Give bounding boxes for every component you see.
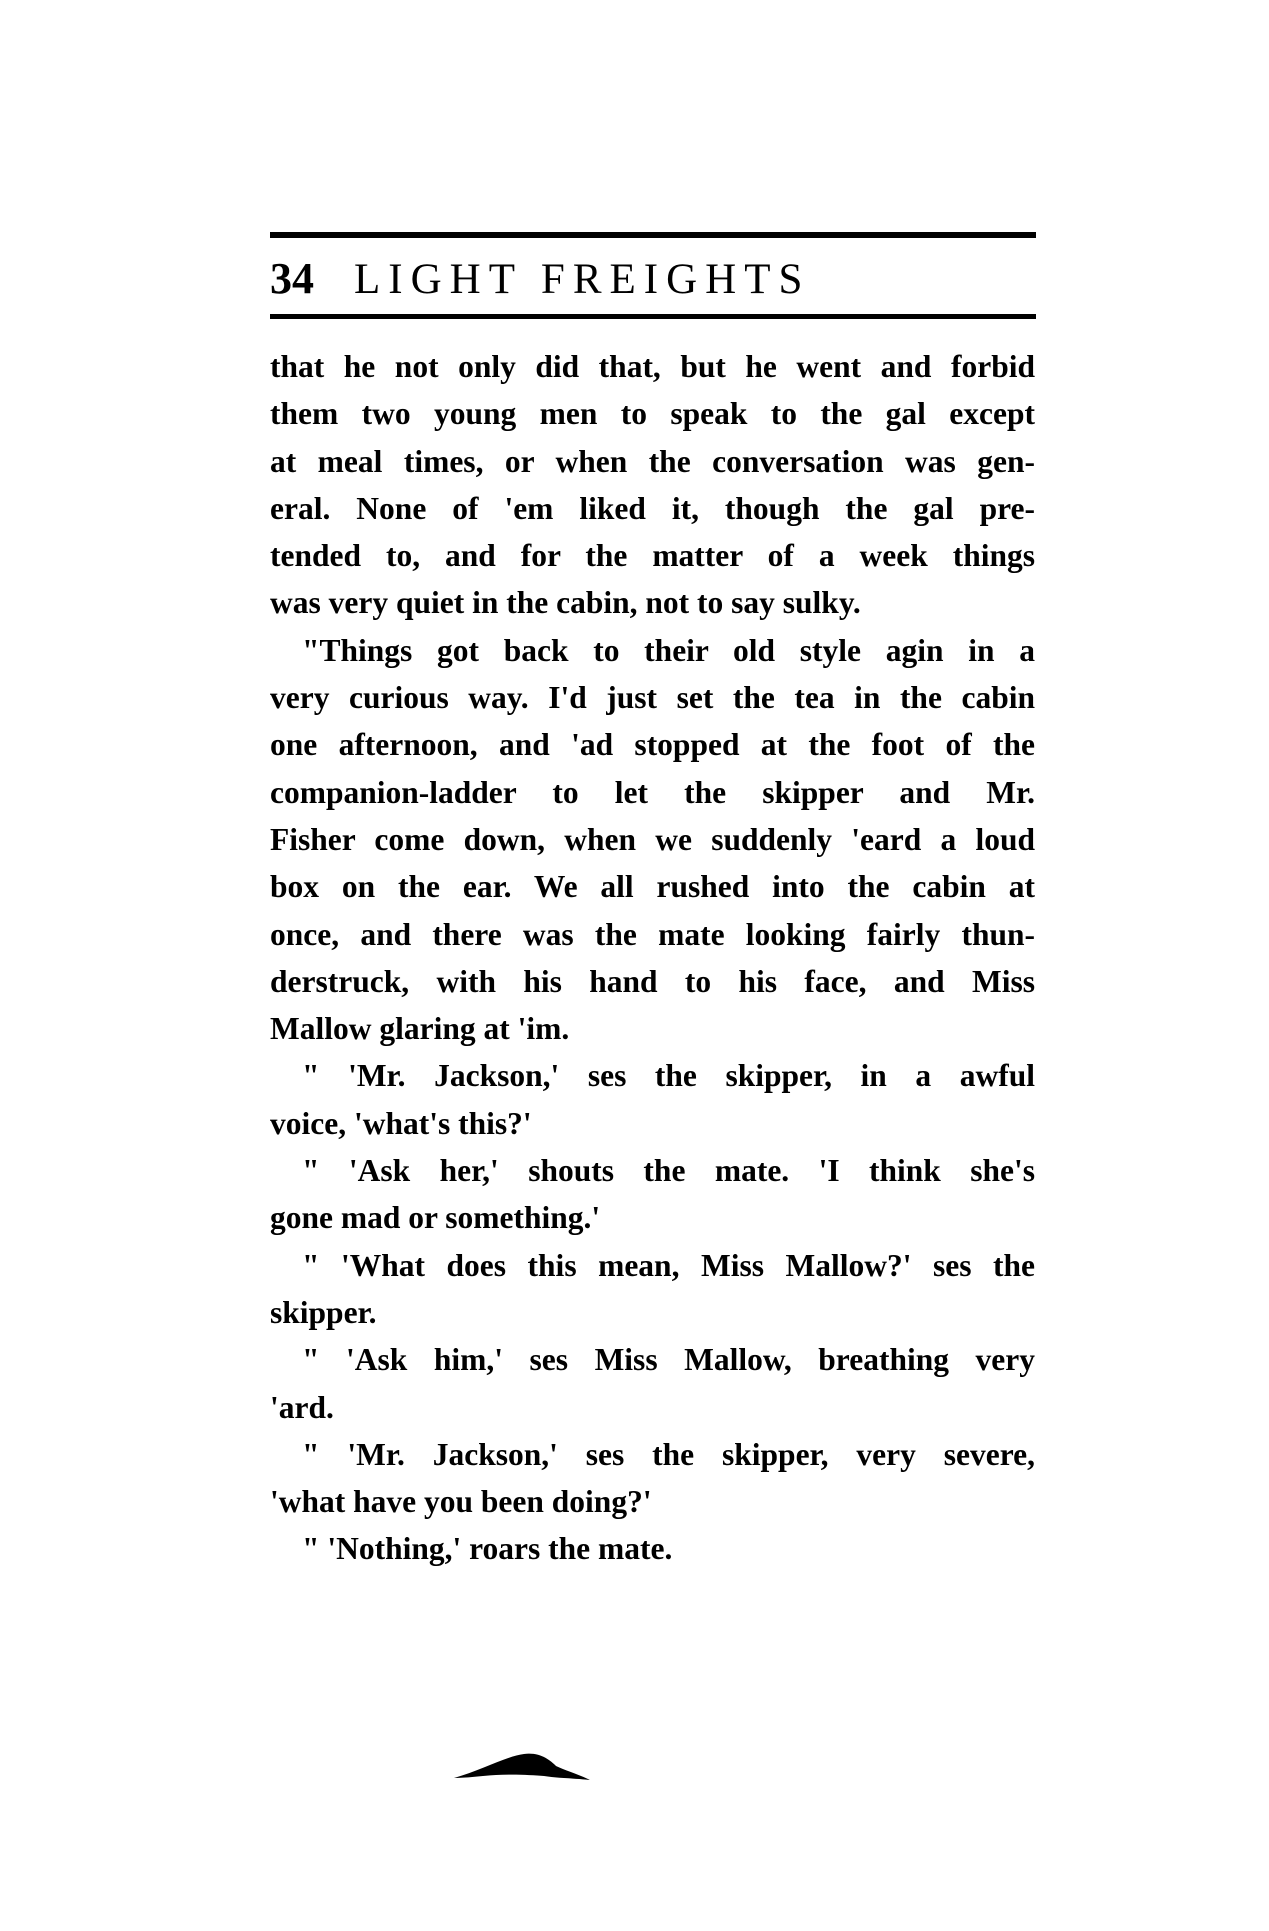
text-line: " 'Mr. Jackson,' ses the skipper, very severe, bbox=[302, 1436, 1035, 1472]
text-line: eral. None of 'em liked it, though the gal pre- bbox=[270, 490, 1035, 526]
text-line: Fisher come down, when we suddenly 'eard a loud bbox=[270, 821, 1035, 857]
text-line: once, and there was the mate looking fairly thun- bbox=[270, 916, 1035, 952]
text-line: "Things got back to their old style agin in a bbox=[302, 632, 1035, 668]
text-line: skipper. bbox=[270, 1294, 377, 1330]
text-line: very curious way. I'd just set the tea in the cabin bbox=[270, 680, 1035, 716]
body-text bbox=[270, 343, 1035, 1573]
text-line: one afternoon, and 'ad stopped at the foot of the bbox=[270, 727, 1035, 763]
text-line: " 'Ask him,' ses Miss Mallow, breathing very bbox=[302, 1342, 1035, 1378]
text-line: them two young men to speak to the gal except bbox=[270, 396, 1035, 432]
fleuron-icon bbox=[452, 1748, 592, 1788]
header-rule-top bbox=[270, 232, 1036, 238]
text-line: that he not only did that, but he went and forbid bbox=[270, 349, 1035, 384]
text-line: " 'What does this mean, Miss Mallow?' ses the bbox=[302, 1247, 1035, 1283]
text-line: tended to, and for the matter of a week things bbox=[270, 538, 1035, 574]
running-title: LIGHT FREIGHTS bbox=[354, 256, 811, 303]
page-number: 34 bbox=[270, 254, 314, 303]
text-line: at meal times, or when the conversation was gen- bbox=[270, 443, 1035, 479]
text-line: " 'Mr. Jackson,' ses the skipper, in a awful bbox=[302, 1058, 1035, 1094]
running-header bbox=[270, 244, 1035, 314]
text-line: Mallow glaring at 'im. bbox=[270, 1011, 570, 1047]
text-line: was very quiet in the cabin, not to say sulky. bbox=[270, 585, 861, 621]
text-line: 'ard. bbox=[270, 1389, 334, 1425]
text-line: " 'Nothing,' roars the mate. bbox=[302, 1531, 673, 1567]
text-line: derstruck, with his hand to his face, and Miss bbox=[270, 963, 1035, 999]
text-line: companion-ladder to let the skipper and Mr. bbox=[270, 774, 1035, 810]
text-line: " 'Ask her,' shouts the mate. 'I think she's bbox=[302, 1153, 1035, 1189]
text-line: voice, 'what's this?' bbox=[270, 1105, 532, 1141]
text-line: 'what have you been doing?' bbox=[270, 1484, 652, 1520]
text-line: box on the ear. We all rushed into the cabin at bbox=[270, 869, 1035, 905]
text-line: gone mad or something.' bbox=[270, 1200, 601, 1236]
book-page bbox=[270, 232, 1035, 1573]
